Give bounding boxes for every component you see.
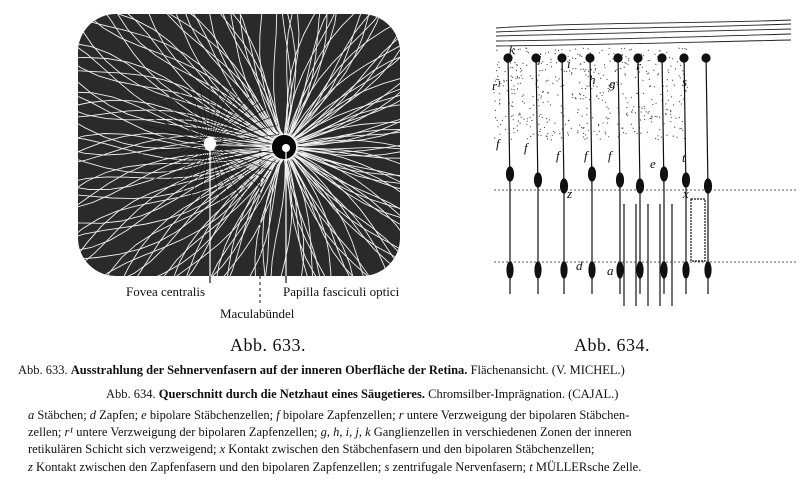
label-d: d: [576, 258, 583, 273]
legend-text: MÜLLER: [532, 459, 588, 474]
label-f5: f: [608, 148, 612, 163]
caption-633-author: (V. MICHEL.): [551, 363, 625, 377]
label-g: g: [609, 76, 616, 91]
legend-text: zentrifugale Nervenfasern;: [389, 459, 530, 474]
fovea-label: Fovea centralis: [126, 284, 206, 299]
label-k: k: [509, 42, 515, 57]
label-z: z: [567, 186, 573, 201]
legend-term: r: [398, 408, 404, 422]
label-f4: f: [584, 148, 588, 163]
label-i: i: [567, 56, 571, 71]
caption-634-author: (CAJAL.): [568, 387, 619, 401]
legend-term: s: [384, 459, 390, 474]
legend-text: Kontakt zwischen den Stäbchenfasern und den bipolaren Stäbchenzellen;: [225, 442, 595, 457]
caption-634-title: Querschnitt durch die Netzhaut eines Säugetieres.: [158, 387, 425, 401]
caption-633: [18, 363, 625, 378]
caption-634: [106, 387, 618, 402]
legend-term: r¹: [64, 425, 74, 440]
legend-text: retikulären Schicht sich verzweigend;: [28, 442, 220, 457]
legend-term: z: [28, 459, 33, 474]
label-s: s: [682, 74, 688, 89]
label-j: j: [538, 50, 542, 65]
caption-633-rest: Flächenansicht.: [470, 363, 549, 377]
caption-633-title: Ausstrahlung der Sehnervenfasern auf der inneren Oberfläche der Retina.: [70, 363, 468, 377]
legend-line-1: [28, 407, 788, 424]
legend-term: t: [529, 459, 533, 474]
legend-term: f: [276, 408, 280, 422]
caption-634-rest: Chromsilber-Imprägnation.: [428, 387, 565, 401]
legend-text: sche Zelle.: [587, 459, 642, 474]
papilla-label: Papilla fasciculi optici: [283, 284, 400, 299]
legend-term: e: [141, 408, 147, 422]
label-x: x: [683, 186, 689, 201]
legend-text: untere Verzweigung der bipolaren Zapfenzellen;: [73, 425, 321, 440]
legend-text: Kontakt zwischen den Zapfenfasern und den bipolaren Zapfenzellen;: [32, 459, 385, 474]
legend-term: a: [28, 408, 35, 422]
label-a: a: [607, 263, 614, 278]
label-f3: f: [556, 148, 560, 163]
legend-text: Ganglienzellen in verschiedenen Zonen der inneren: [370, 425, 632, 440]
legend-term: g, h, i, j, k: [320, 425, 371, 440]
label-t: t: [682, 150, 686, 165]
legend-text: Stäbchen;: [34, 408, 90, 422]
figure-633-number: Abb. 633.: [230, 335, 306, 355]
caption-634-prefix: Abb. 634.: [106, 387, 156, 401]
label-r: r: [636, 58, 642, 73]
legend-term: d: [89, 408, 97, 422]
macula-label: Maculabündel: [220, 306, 295, 321]
label-e: e: [650, 156, 656, 171]
label-f1: f: [496, 136, 500, 151]
caption-633-prefix: Abb. 633.: [18, 363, 68, 377]
figure-legend: [28, 407, 788, 476]
label-f2: f: [524, 140, 528, 155]
legend-text: untere Verzweigung der bipolaren Stäbchen-: [403, 408, 630, 422]
label-h: h: [589, 72, 596, 87]
figure-634-number: Abb. 634.: [574, 335, 650, 355]
label-r1: r¹: [492, 78, 501, 93]
legend-line-3: [28, 441, 788, 458]
legend-line-2: [28, 424, 788, 441]
legend-text: bipolare Stäbchenzellen;: [146, 408, 277, 422]
legend-text: Zapfen;: [96, 408, 142, 422]
legend-text: bipolare Zapfenzellen;: [279, 408, 399, 422]
legend-text: zellen;: [28, 425, 65, 440]
legend-line-4: [28, 459, 788, 476]
legend-term: x: [219, 442, 226, 457]
